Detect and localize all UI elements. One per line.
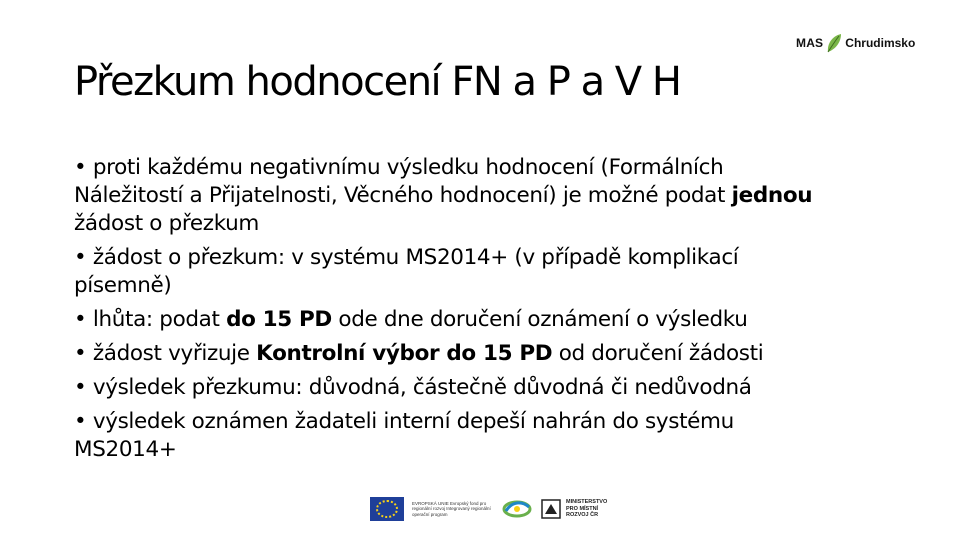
mas-chrudimsko-logo: [796, 30, 915, 56]
ministry-mark-icon: [540, 498, 562, 520]
bullet-item: [74, 244, 834, 300]
footer-logos: [370, 494, 618, 524]
bullet-bold: jednou: [731, 183, 813, 208]
bullet-text: • žádost o přezkum: v systému MS2014+ (v případě komplikací písemně): [74, 245, 739, 298]
bullet-bold: Kontrolní výbor do 15 PD: [256, 341, 553, 366]
eu-program-text: EVROPSKÁ UNIE Evropský fond pro regionální rozvoj Integrovaný regionální operační program: [412, 500, 491, 517]
slide-title: Přezkum hodnocení FN a P a V H: [74, 59, 681, 105]
slide-body: [74, 154, 834, 470]
bullet-text: ode dne doručení oznámení o výsledku: [331, 307, 748, 332]
bullet-text: • výsledek přezkumu: důvodná, částečně důvodná či nedůvodná: [74, 375, 752, 400]
logo-prefix: MAS: [796, 36, 824, 50]
ministry-logo: [540, 498, 618, 520]
bullet-item: [74, 154, 834, 238]
bullet-item: [74, 306, 834, 334]
bullet-text: • výsledek oznámen žadateli interní depeší nahrán do systému MS2014+: [74, 409, 734, 462]
bullet-text: žádost o přezkum: [74, 211, 260, 236]
bullet-text: od doručení žádosti: [552, 341, 764, 366]
bullet-item: [74, 340, 834, 368]
bullet-text: • žádost vyřizuje: [74, 341, 257, 366]
leaf-icon: [824, 32, 844, 54]
irop-logo-icon: [502, 497, 532, 521]
bullet-item: [74, 374, 834, 402]
bullet-text: • proti každému negativnímu výsledku hodnocení (Formálních Náležitostí a Přijatelnosti, Věcného hodnocení) je možné podat: [74, 155, 732, 208]
bullet-text: • lhůta: podat: [74, 307, 227, 332]
bullet-item: [74, 408, 834, 464]
bullet-bold: do 15 PD: [226, 307, 332, 332]
ministry-text: MINISTERSTVO PRO MÍSTNÍ ROZVOJ ČR: [566, 499, 608, 519]
logo-name: Chrudimsko: [845, 36, 916, 50]
eu-flag-icon: [370, 497, 404, 521]
